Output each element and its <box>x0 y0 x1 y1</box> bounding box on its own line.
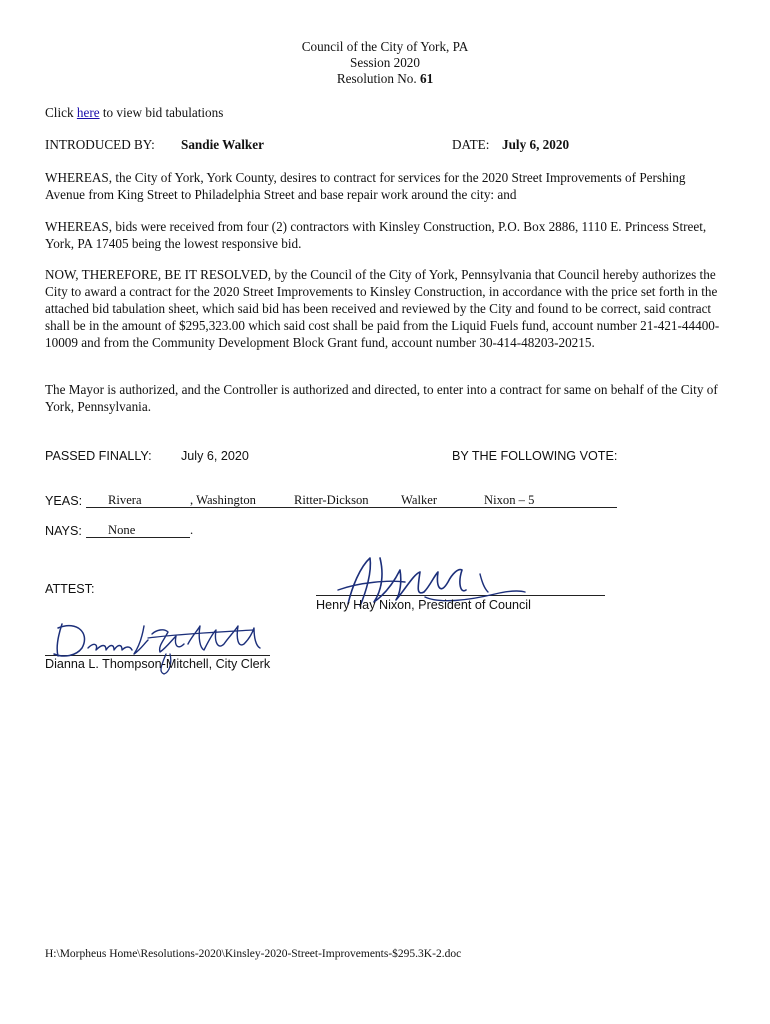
date-label: DATE: <box>452 137 490 152</box>
yea-voter: Nixon – 5 <box>484 493 535 507</box>
yeas-label: YEAS: <box>45 494 83 508</box>
session-heading: Session 2020 <box>350 55 420 70</box>
resolution-heading <box>0 70 770 87</box>
nays-underline <box>86 537 190 538</box>
attest-label: ATTEST: <box>45 582 95 596</box>
resolution-number: 61 <box>419 71 434 86</box>
bid-tabulation-line <box>45 104 223 121</box>
nays-label: NAYS: <box>45 524 82 538</box>
nays-period: . <box>190 523 194 537</box>
yea-voter: Walker <box>401 493 438 507</box>
clerk-name: Dianna L. Thompson-Mitchell, City Clerk <box>45 657 271 671</box>
click-suffix: to view bid tabulations <box>99 105 224 120</box>
president-name: Henry Hay Nixon, President of Council <box>316 598 531 612</box>
passed-finally-label: PASSED FINALLY: <box>45 449 152 463</box>
resolution-label: Resolution No. <box>336 71 420 86</box>
yea-voter: Ritter-Dickson <box>294 493 369 507</box>
vote-label: BY THE FOLLOWING VOTE: <box>452 449 618 463</box>
council-heading: Council of the City of York, PA <box>301 39 469 54</box>
whereas-paragraph-2: WHEREAS, bids were received from four (2) contractors with Kinsley Construction, P.O. Box 2886, 1110 E. Princess Street, York, PA 17405 being the lowest responsive bid. <box>45 219 707 251</box>
mayor-paragraph: The Mayor is authorized, and the Controller is authorized and directed, to enter into a contract for same on behalf of the City of York, Pennsylvania. <box>45 382 718 414</box>
yea-voter: , Washington <box>190 493 256 507</box>
resolved-paragraph: NOW, THEREFORE, BE IT RESOLVED, by the Council of the City of York, Pennsylvania that Council hereby authorizes the City to award a contract for the 2020 Street Improvements to Kinsley Construction, in accordance with the price set forth in the attached bid tabulation sheet, which said bid has been received and reviewed by the City and found to be correct, said contract shall be in the amount of $295,323.00 which said cost shall be paid from the Liquid Fuels fund, account number 21-421-44400-10009 and from the Community Development Block Grant fund, account number 30-414-48203-20215. <box>45 267 720 350</box>
nays-value: None <box>108 523 136 537</box>
click-prefix: Click <box>45 105 77 120</box>
bid-tabulations-link[interactable]: here <box>76 105 100 120</box>
file-path-footer: H:\Morpheus Home\Resolutions-2020\Kinsley-2020-Street-Improvements-$295.3K-2.doc <box>45 948 462 960</box>
introduced-by-label: INTRODUCED BY: <box>45 137 155 152</box>
yea-voter: Rivera <box>108 493 142 507</box>
whereas-paragraph-1: WHEREAS, the City of York, York County, desires to contract for services for the 2020 Street Improvements of Pershing Avenue from King Street to Philadelphia Street and base repair work around the city: and <box>45 170 686 202</box>
introduced-by-name: Sandie Walker <box>181 137 264 152</box>
introduced-date: July 6, 2020 <box>502 137 570 152</box>
passed-date: July 6, 2020 <box>181 449 249 463</box>
